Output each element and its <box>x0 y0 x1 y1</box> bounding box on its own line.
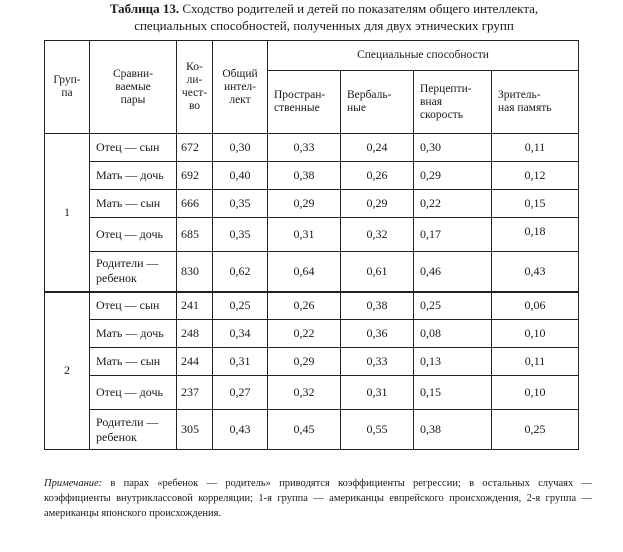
pair-cell: Отец — сын <box>90 292 177 320</box>
header-general-text: Общий интел- лект <box>222 67 258 106</box>
spatial-cell: 0,26 <box>268 292 341 320</box>
perceptual-speed-cell: 0,38 <box>414 410 492 450</box>
general-intellect-cell: 0,35 <box>213 190 268 218</box>
spatial-cell: 0,32 <box>268 376 341 410</box>
header-group <box>45 41 90 134</box>
visual-memory-cell: 0,11 <box>492 134 579 162</box>
count-cell: 672 <box>177 134 213 162</box>
pair-cell: Отец — дочь <box>90 218 177 252</box>
perceptual-speed-cell: 0,13 <box>414 348 492 376</box>
visual-memory-cell: 0,43 <box>492 252 579 292</box>
table-row <box>45 134 579 162</box>
verbal-cell: 0,55 <box>341 410 414 450</box>
perceptual-speed-cell: 0,22 <box>414 190 492 218</box>
table-caption <box>44 0 604 34</box>
header-spatial <box>268 71 341 134</box>
header-perceptual-text: Перцепти- вная скорость <box>420 82 472 121</box>
table-row <box>45 252 579 292</box>
data-table <box>44 40 579 450</box>
general-intellect-cell: 0,30 <box>213 134 268 162</box>
perceptual-speed-cell: 0,29 <box>414 162 492 190</box>
spatial-cell: 0,29 <box>268 190 341 218</box>
general-intellect-cell: 0,62 <box>213 252 268 292</box>
header-pairs <box>90 41 177 134</box>
header-perceptual-speed <box>414 71 492 134</box>
spatial-cell: 0,33 <box>268 134 341 162</box>
group-label: 1 <box>45 134 90 292</box>
header-count <box>177 41 213 134</box>
count-cell: 692 <box>177 162 213 190</box>
verbal-cell: 0,36 <box>341 320 414 348</box>
spatial-cell: 0,29 <box>268 348 341 376</box>
verbal-cell: 0,61 <box>341 252 414 292</box>
note-text: в парах «ребенок — родитель» приводятся коэффициенты регрессии; в остальных случаях — коэффициенты внутриклассовой корреляции; 1-я группа — американцы евпрейского происхождения, 2-я группа — американцы японского происхождения. <box>44 478 592 519</box>
header-verbal <box>341 71 414 134</box>
table-row <box>45 190 579 218</box>
count-cell: 830 <box>177 252 213 292</box>
verbal-cell: 0,31 <box>341 376 414 410</box>
general-intellect-cell: 0,43 <box>213 410 268 450</box>
verbal-cell: 0,26 <box>341 162 414 190</box>
table-row <box>45 320 579 348</box>
verbal-cell: 0,32 <box>341 218 414 252</box>
pair-cell: Родители — ребенок <box>90 410 177 450</box>
verbal-cell: 0,38 <box>341 292 414 320</box>
perceptual-speed-cell: 0,17 <box>414 218 492 252</box>
visual-memory-cell: 0,10 <box>492 320 579 348</box>
table-body <box>45 134 579 450</box>
table-header <box>45 41 579 134</box>
perceptual-speed-cell: 0,15 <box>414 376 492 410</box>
perceptual-speed-cell: 0,25 <box>414 292 492 320</box>
table-row <box>45 218 579 252</box>
general-intellect-cell: 0,31 <box>213 348 268 376</box>
general-intellect-cell: 0,35 <box>213 218 268 252</box>
count-cell: 237 <box>177 376 213 410</box>
header-count-text: Ко- ли- чест- во <box>181 61 208 112</box>
caption-label: Таблица 13. <box>109 1 180 16</box>
table-note <box>44 476 592 521</box>
visual-memory-cell: 0,06 <box>492 292 579 320</box>
table-row <box>45 376 579 410</box>
general-intellect-cell: 0,34 <box>213 320 268 348</box>
header-visual-memory <box>492 71 579 134</box>
caption-line-1: Сходство родителей и детей по показателям общего интеллекта, <box>182 1 539 16</box>
note-label: Примечание: <box>44 478 103 489</box>
table-row <box>45 410 579 450</box>
count-cell: 248 <box>177 320 213 348</box>
visual-memory-cell: 0,10 <box>492 376 579 410</box>
pair-cell: Мать — дочь <box>90 162 177 190</box>
header-general-intellect <box>213 41 268 134</box>
count-cell: 666 <box>177 190 213 218</box>
visual-memory-cell: 0,15 <box>492 190 579 218</box>
verbal-cell: 0,29 <box>341 190 414 218</box>
table-row <box>45 292 579 320</box>
verbal-cell: 0,33 <box>341 348 414 376</box>
pair-cell: Родители — ребенок <box>90 252 177 292</box>
count-cell: 685 <box>177 218 213 252</box>
perceptual-speed-cell: 0,46 <box>414 252 492 292</box>
spatial-cell: 0,38 <box>268 162 341 190</box>
visual-memory-cell: 0,12 <box>492 162 579 190</box>
header-pairs-text: Сравни- ваемые пары <box>112 67 154 106</box>
visual-memory-cell: 0,18 <box>492 218 579 252</box>
pair-cell: Отец — дочь <box>90 376 177 410</box>
header-verbal-text: Вербаль- ные <box>347 89 392 114</box>
header-group-text: Груп- па <box>53 74 81 99</box>
table-row <box>45 162 579 190</box>
count-cell: 241 <box>177 292 213 320</box>
visual-memory-cell: 0,11 <box>492 348 579 376</box>
perceptual-speed-cell: 0,08 <box>414 320 492 348</box>
general-intellect-cell: 0,40 <box>213 162 268 190</box>
header-special-abilities: Специальные способности <box>268 41 579 71</box>
pair-cell: Мать — сын <box>90 348 177 376</box>
count-cell: 244 <box>177 348 213 376</box>
spatial-cell: 0,31 <box>268 218 341 252</box>
general-intellect-cell: 0,27 <box>213 376 268 410</box>
spatial-cell: 0,22 <box>268 320 341 348</box>
verbal-cell: 0,24 <box>341 134 414 162</box>
perceptual-speed-cell: 0,30 <box>414 134 492 162</box>
header-spatial-text: Простран- ственные <box>274 89 326 114</box>
pair-cell: Отец — сын <box>90 134 177 162</box>
group-label: 2 <box>45 292 90 450</box>
visual-memory-cell: 0,25 <box>492 410 579 450</box>
caption-line-2: специальных способностей, полученных для двух этнических групп <box>134 18 514 33</box>
general-intellect-cell: 0,25 <box>213 292 268 320</box>
count-cell: 305 <box>177 410 213 450</box>
table-row <box>45 348 579 376</box>
header-visual-memory-text: Зритель- ная память <box>498 89 552 114</box>
pair-cell: Мать — дочь <box>90 320 177 348</box>
spatial-cell: 0,45 <box>268 410 341 450</box>
spatial-cell: 0,64 <box>268 252 341 292</box>
pair-cell: Мать — сын <box>90 190 177 218</box>
